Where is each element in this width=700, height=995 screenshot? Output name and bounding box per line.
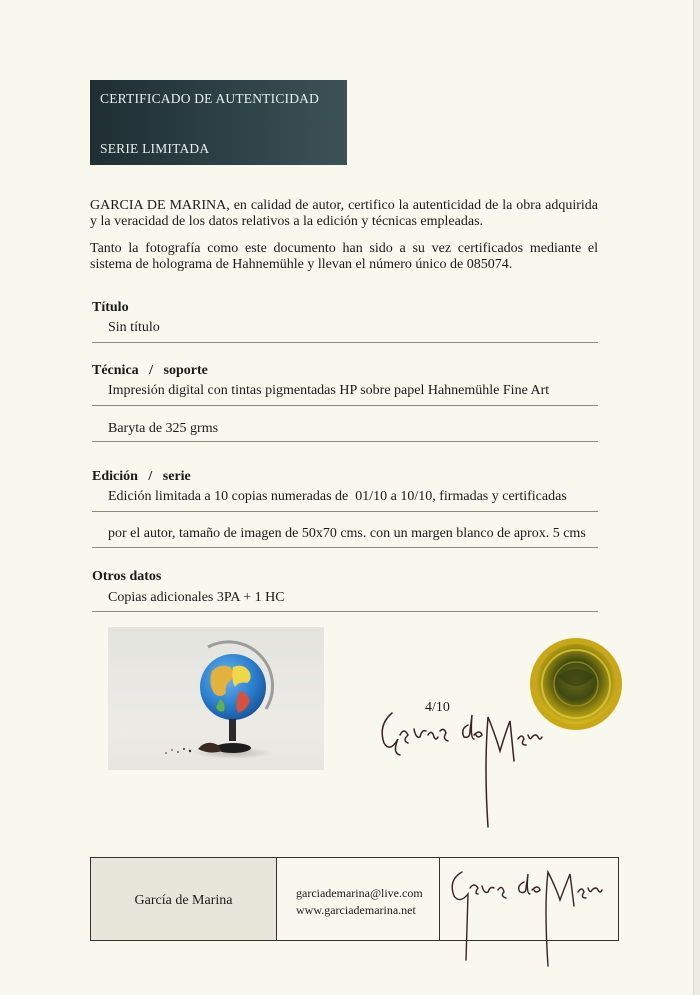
header-subtitle: SERIE LIMITADA bbox=[100, 141, 210, 156]
field-titulo: Sin título bbox=[108, 320, 160, 335]
section-title-otros: Otros datos bbox=[92, 569, 162, 584]
field-otros: Copias adicionales 3PA + 1 HC bbox=[108, 590, 285, 605]
divider-line bbox=[92, 342, 598, 343]
divider-line bbox=[92, 405, 598, 406]
field-tecnica-line-2: Baryta de 325 grms bbox=[108, 421, 219, 436]
artwork-thumbnail bbox=[108, 627, 324, 770]
author-signature-image bbox=[370, 695, 550, 835]
section-title-tecnica: Técnica / soporte bbox=[92, 363, 208, 378]
copy-number: 4/10 bbox=[425, 700, 450, 715]
footer-contact-cell bbox=[277, 858, 440, 940]
section-title-edicion: Edición / serie bbox=[92, 469, 191, 484]
certificate-header bbox=[90, 80, 347, 165]
field-edicion-line-1: Edición limitada a 10 copias numeradas de 01/10 a 10/10, firmadas y certificadas bbox=[108, 489, 567, 504]
field-tecnica-line-1: Impresión digital con tintas pigmentadas HP sobre papel Hahnemühle Fine Art bbox=[108, 383, 550, 398]
divider-line bbox=[92, 441, 598, 442]
hologram-seal-icon bbox=[528, 636, 624, 732]
divider-line bbox=[92, 547, 598, 548]
footer-email-link[interactable]: garciademarina@live.com bbox=[296, 886, 423, 900]
footer-artist-name: García de Marina bbox=[134, 893, 233, 908]
divider-line bbox=[92, 611, 598, 612]
paper-edge bbox=[693, 0, 700, 995]
intro-paragraph-1: GARCIA DE MARINA, en calidad de autor, certifico la autenticidad de la obra adquirida y la veracidad de los datos relativos a la edición y técnicas empleadas. bbox=[90, 198, 598, 229]
field-edicion-line-2: por el autor, tamaño de imagen de 50x70 cms. con un margen blanco de aprox. 5 cms bbox=[108, 526, 586, 541]
footer-website-link[interactable]: www.garciademarina.net bbox=[296, 903, 416, 917]
divider-line bbox=[92, 511, 598, 512]
footer-signature-image bbox=[440, 860, 620, 972]
globe-image bbox=[108, 627, 324, 770]
section-title-titulo: Título bbox=[92, 300, 129, 315]
intro-paragraph-2: Tanto la fotografía como este documento han sido a su vez certificados mediante el sistema de holograma de Hahnemühle y llevan el número único de 085074. bbox=[90, 241, 598, 272]
footer-name-cell bbox=[91, 858, 277, 940]
header-title: CERTIFICADO DE AUTENTICIDAD bbox=[100, 91, 320, 106]
